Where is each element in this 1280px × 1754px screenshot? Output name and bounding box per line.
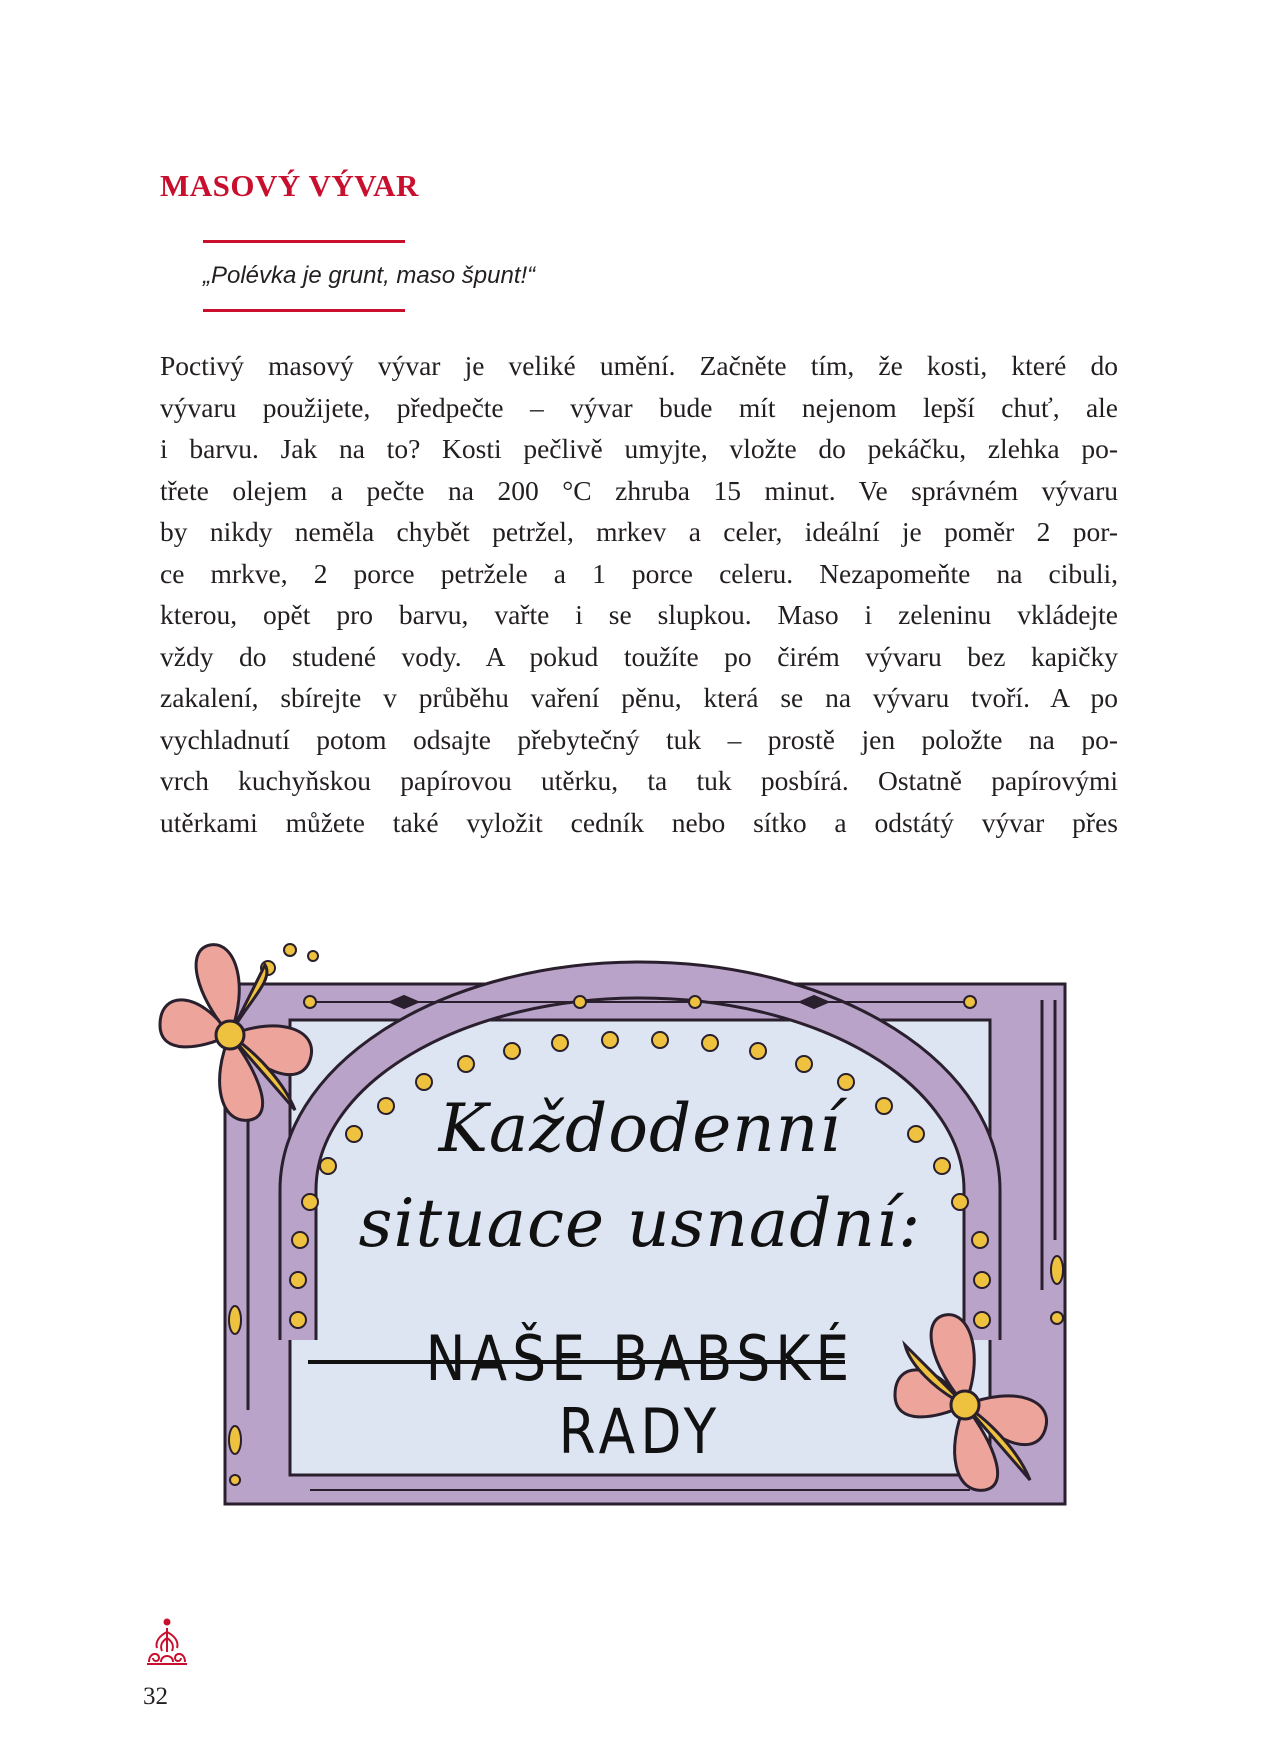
body-line: by nikdy neměla chybět petržel, mrkev a celer, ideální je poměr 2 por-: [160, 516, 1118, 547]
body-line: i barvu. Jak na to? Kosti pečlivě umyjte, vložte do pekáčku, zlehka po-: [160, 433, 1118, 464]
body-line: vrch kuchyňskou papírovou utěrku, ta tuk posbírá. Ostatně papírovými: [160, 765, 1118, 796]
body-line: vychladnutí potom odsajte přebytečný tuk – prostě jen položte na po-: [160, 723, 1118, 755]
quote-top-rule: [203, 240, 405, 243]
page-ornament-icon: [145, 1618, 189, 1666]
body-line: vývaru použijete, předpečte – vývar bude mít nejenom lepší chuť, ale: [160, 391, 1118, 423]
body-line: Poctivý masový vývar je veliké umění. Začněte tím, že kosti, které do: [160, 350, 1118, 381]
banner-script-line-1: Každodenní: [438, 1090, 842, 1167]
page-number: 32: [143, 1683, 168, 1710]
body-paragraph: [160, 345, 1118, 843]
body-line: kterou, opět pro barvu, vařte i se slupkou. Maso i zeleninu vkládejte: [160, 599, 1118, 630]
body-line: utěrkami můžete také vyložit cedník nebo sítko a odstátý vývar přes: [160, 806, 1118, 838]
recipe-title: MASOVÝ VÝVAR: [160, 168, 419, 203]
recipe-quote: „Polévka je grunt, maso špunt!“: [203, 262, 536, 289]
banner-script-line-2: situace usnadní:: [358, 1185, 922, 1262]
quote-bottom-rule: [203, 309, 405, 312]
body-line: ce mrkve, 2 porce petržele a 1 porce celeru. Nezapomeňte na cibuli,: [160, 557, 1118, 589]
banner-caps-line: NAŠE BABSKÉ RADY: [425, 1322, 855, 1468]
body-line: vždy do studené vody. A pokud toužíte po čirém vývaru bez kapičky: [160, 640, 1118, 672]
body-line: třete olejem a pečte na 200 °C zhruba 15 minut. Ve správném vývaru: [160, 474, 1118, 506]
body-line: zakalení, sbírejte v průběhu vaření pěnu, která se na vývaru tvoří. A po: [160, 682, 1118, 713]
